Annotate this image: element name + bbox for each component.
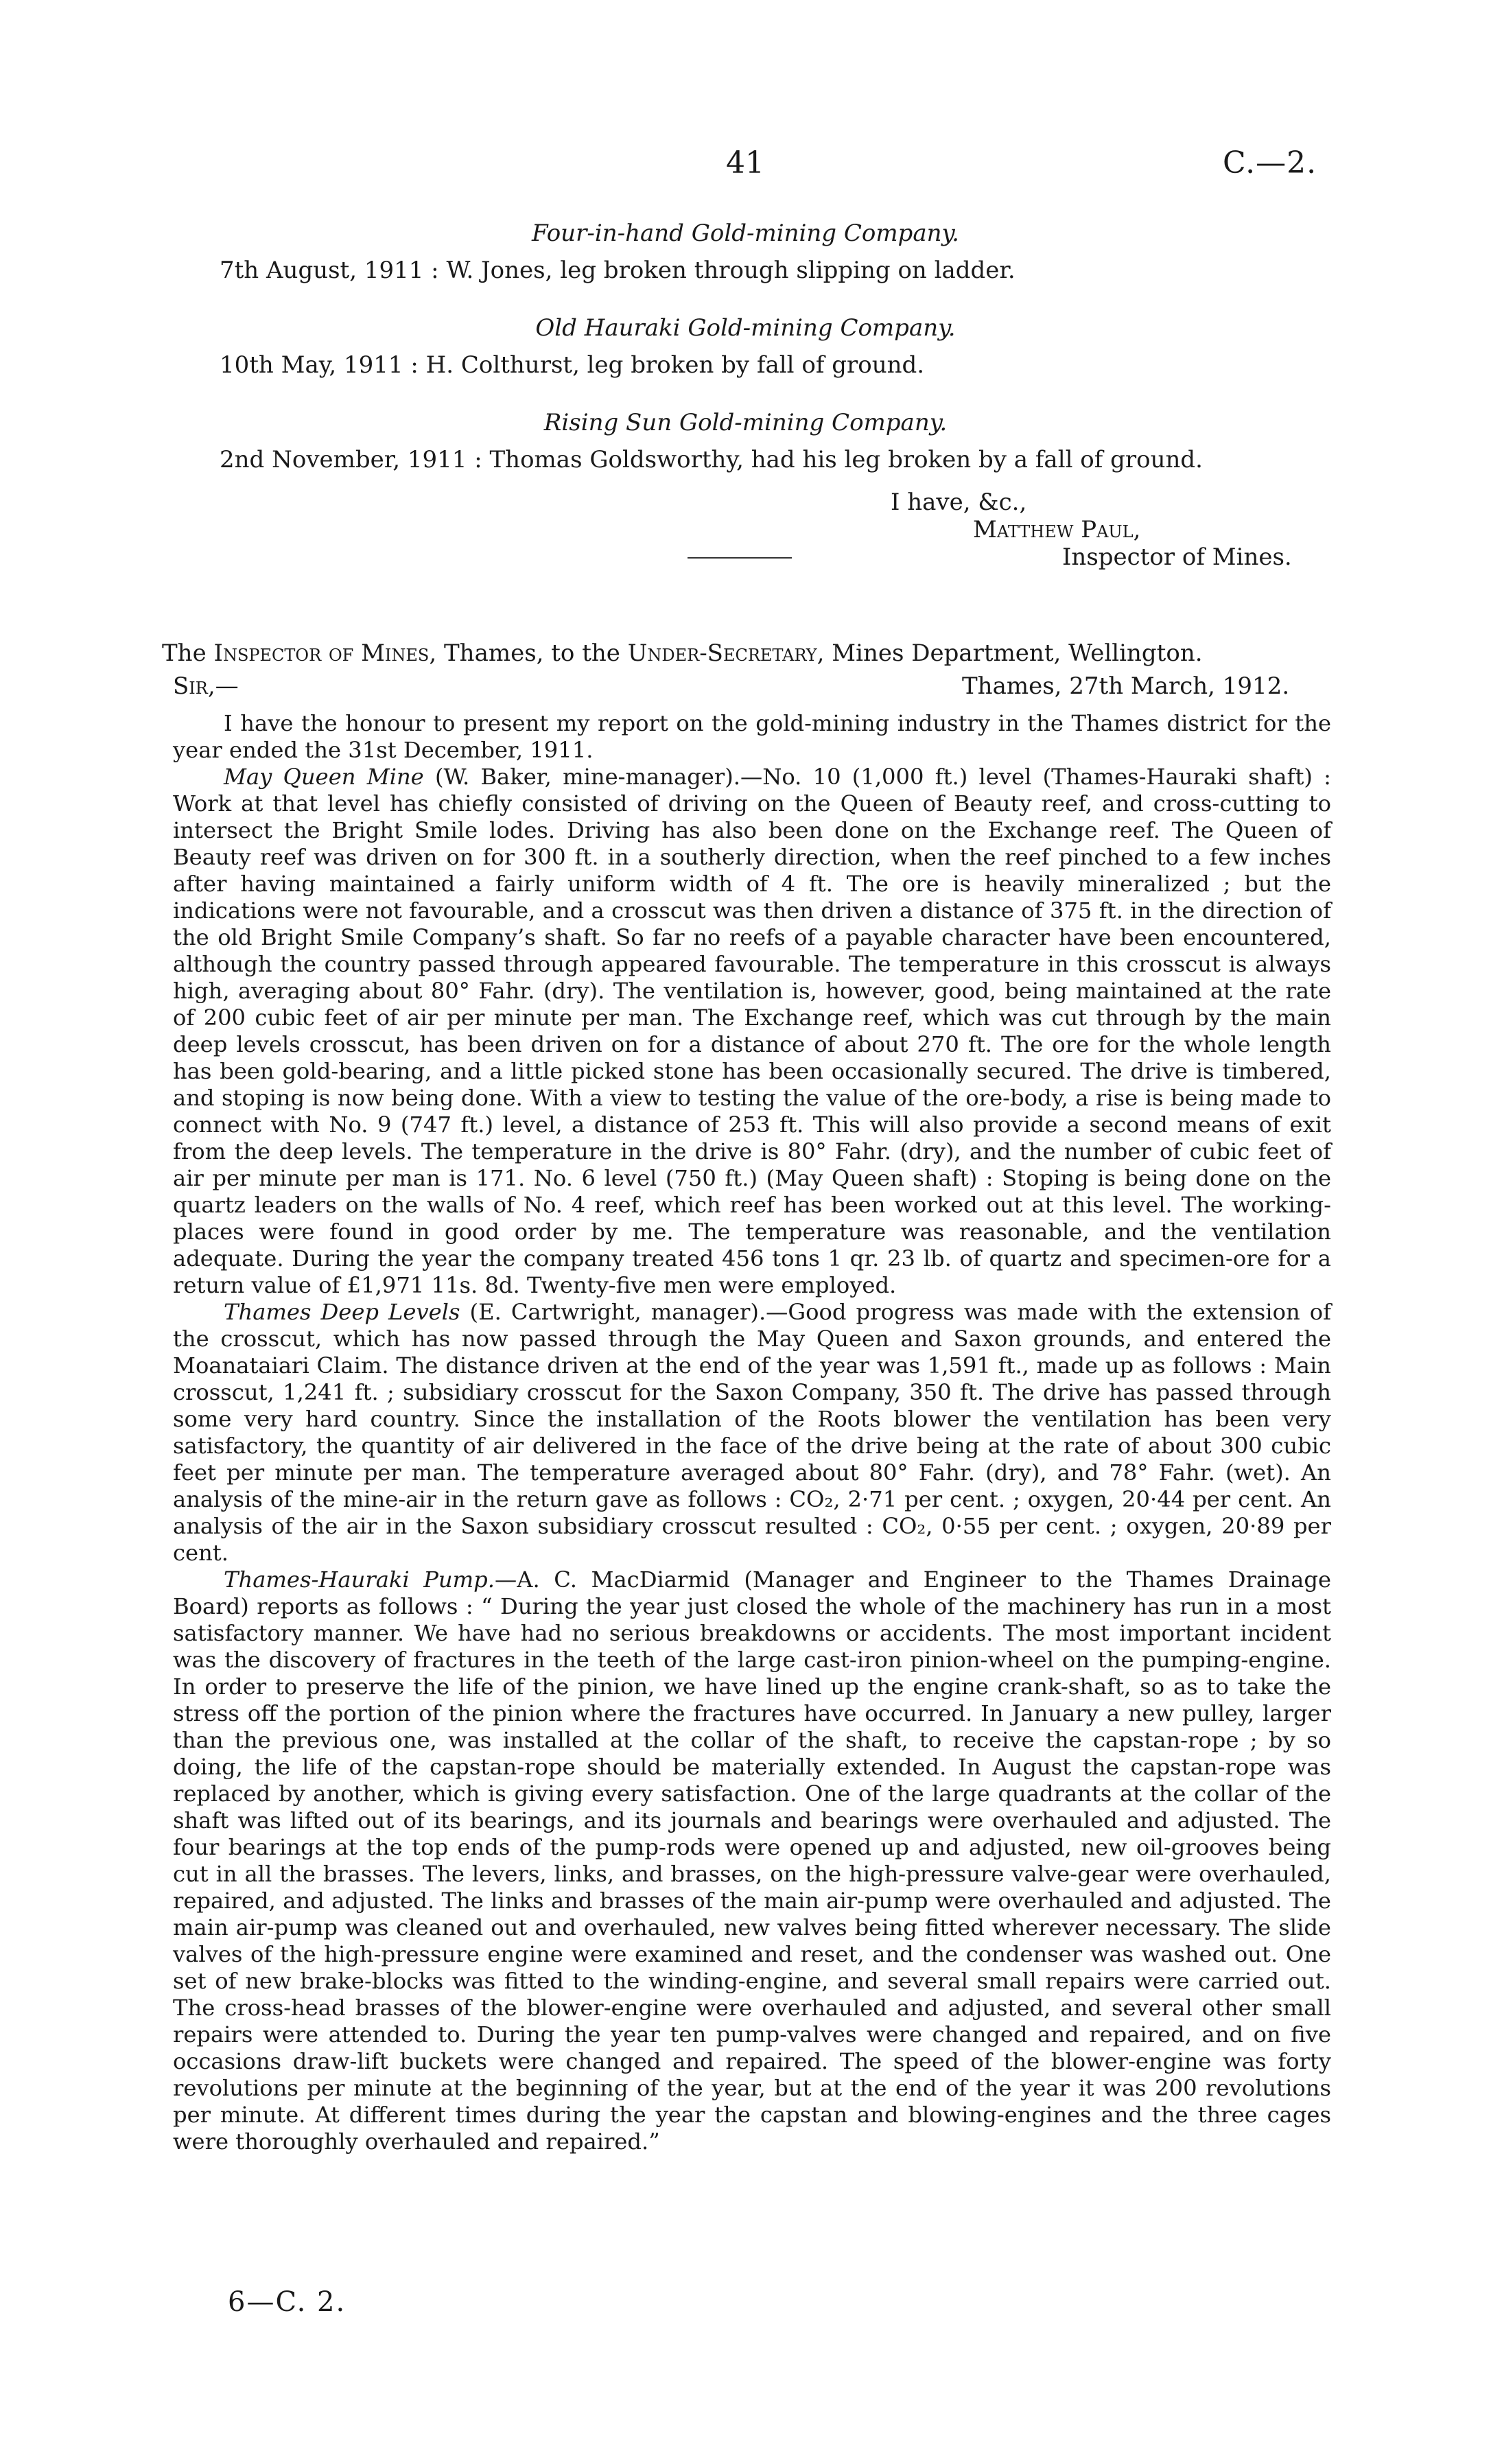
company-heading-rising-sun: Rising Sun Gold-mining Company. <box>543 409 948 436</box>
may-queen-paragraph <box>173 764 1331 1299</box>
closing-phrase: I have, &c., <box>891 489 1027 516</box>
pump-text: —A. C. MacDiarmid (Manager and Engineer to the Thames Drainage Board) reports as follows : “ During the year just closed the whole of the machinery has run in a most satisfactory manner. We have had no serious breakdowns or accidents. The most important incident was the discovery of fractures in the teeth of the large cast-iron pinion-wheel on the pumping-engine. In order to preserve the life of the pinion, we have lined up the engine crank-shaft, so as to take the stress off the portion of the pinion where the fractures have occurred. In January a new pulley, larger than the previous one, was installed at the collar of the shaft, to receive the capstan-rope ; by so doing, the life of the capstan-rope should be materially extended. In August the capstan-rope was replaced by another, which is giving every satisfaction. One of the large quadrants at the collar of the shaft was lifted out of its bearings, and its journals and bearings were overhauled and adjusted. The four bearings at the top ends of the pump-rods were opened up and adjusted, new oil-grooves being cut in all the brasses. The levers, links, and brasses, on the high-pressure valve-gear were overhauled, repaired, and adjusted. The links and brasses of the main air-pump were overhauled and adjusted. The main air-pump was cleaned out and overhauled, new valves being fitted wherever necessary. The slide valves of the high-pressure engine were examined and reset, and the condenser was washed out. One set of new brake-blocks was fitted to the winding-engine, and several small repairs were carried out. The cross-head brasses of the blower-engine were overhauled and adjusted, and several other small repairs were attended to. During the year ten pump-valves were changed and repaired, and on five occasions draw-lift buckets were changed and repaired. The speed of the blower-engine was forty revolutions per minute at the beginning of the year, but at the end of the year it was 200 revolutions per minute. At different times during the year the capstan and blowing-engines and the three cages were thoroughly overhauled and repaired.” <box>173 1567 1331 2155</box>
may-queen-title: May Queen Mine <box>224 764 424 790</box>
thames-deep-title: Thames Deep Levels <box>224 1299 460 1325</box>
signatory-name: Matthew Paul, <box>973 516 1141 543</box>
pump-title: Thames-Hauraki Pump. <box>224 1567 495 1593</box>
address-end: , Mines Department, Wellington. <box>817 640 1203 667</box>
thames-deep-text: (E. Cartwright, manager).—Good progress was made with the extension of the crosscut, which has now passed through the May Queen and Saxon grounds, and entered the Moanataiari Claim. The distance driven at the end of the year was 1,591 ft., made up as follows : Main crosscut, 1,241 ft. ; subsidiary crosscut for the Saxon Company, 350 ft. The drive has passed through some very hard country. Since the installation of the Roots blower the ventilation has been very satisfactory, the quantity of air delivered in the face of the drive being at the rate of about 300 cubic feet per minute per man. The temperature averaged about 80° Fahr. (dry), and 78° Fahr. (wet). An analysis of the mine-air in the return gave as follows : CO₂, 2·71 per cent. ; oxygen, 20·44 per cent. An analysis of the air in the Saxon subsidiary crosscut resulted : CO₂, 0·55 per cent. ; oxygen, 20·89 per cent. <box>173 1299 1332 1566</box>
accident-entry: 7th August, 1911 : W. Jones, leg broken through slipping on ladder. <box>220 257 1015 284</box>
accident-entry: 2nd November, 1911 : Thomas Goldsworthy, had his leg broken by a fall of ground. <box>220 446 1203 473</box>
address-from: Inspector of Mines <box>213 640 430 667</box>
intro-paragraph: I have the honour to present my report on the gold-mining industry in the Thames district for the year ended the 31st December, 1911. <box>173 710 1331 763</box>
thames-deep-paragraph <box>173 1299 1331 1567</box>
separator-rule <box>688 557 792 559</box>
may-queen-text: (W. Baker, mine-manager).—No. 10 (1,000 ft.) level (Thames-Hauraki shaft) : Work at that level has chiefly consisted of driving on the Queen of Beauty reef, and cross-cutting to intersect the Bright Smile lodes. Driving has also been done on the Exchange reef. The Queen of Beauty reef was driven on for 300 ft. in a southerly direction, when the reef pinched to a few inches after having maintained a fairly uniform width of 4 ft. The ore is heavily mineralized ; but the indications were not favourable, and a crosscut was then driven a distance of 375 ft. in the direction of the old Bright Smile Company’s shaft. So far no reefs of a payable character have been encountered, although the country passed through appeared favourable. The temperature in this crosscut is always high, averaging about 80° Fahr. (dry). The ventilation is, however, good, being maintained at the rate of 200 cubic feet of air per minute per man. The Exchange reef, which was cut through by the main deep levels crosscut, has been driven on for a distance of about 270 ft. The ore for the whole length has been gold-bearing, and a little picked stone has been occasionally secured. The drive is timbered, and stoping is now being done. With a view to testing the value of the ore-body, a rise is being made to connect with No. 9 (747 ft.) level, a distance of 253 ft. This will also provide a second means of exit from the deep levels. The temperature in the drive is 80° Fahr. (dry), and the number of cubic feet of air per minute per man is 171. No. 6 level (750 ft.) (May Queen shaft) : Stoping is being done on the quartz leaders on the walls of No. 4 reef, which reef has been worked out at this level. The working-places were found in good order by me. The temperature was reasonable, and the ventilation adequate. During the year the company treated 456 tons 1 qr. 23 lb. of quartz and specimen-ore for a return value of £1,971 11s. 8d. Twenty-five men were employed. <box>173 764 1332 1298</box>
company-heading-old-hauraki: Old Hauraki Gold-mining Company. <box>535 314 956 342</box>
signature-mark: 6—C. 2. <box>228 2286 347 2318</box>
signatory-title: Inspector of Mines. <box>1062 543 1292 571</box>
address-to: Under-Secretary <box>627 640 817 667</box>
page-number: 41 <box>726 145 764 180</box>
pump-paragraph <box>173 1567 1331 2155</box>
report-body <box>173 710 1331 2155</box>
company-heading-four-in-hand: Four-in-hand Gold-mining Company. <box>531 220 959 247</box>
document-code: C.—2. <box>1223 145 1317 180</box>
address-the: The <box>162 640 207 667</box>
address-line <box>162 640 1203 667</box>
address-mid: , Thames, to the <box>429 640 620 667</box>
accident-entry: 10th May, 1911 : H. Colthurst, leg broken by fall of ground. <box>220 351 925 379</box>
place-date: Thames, 27th March, 1912. <box>962 672 1290 700</box>
salutation: Sir,— <box>173 672 239 700</box>
